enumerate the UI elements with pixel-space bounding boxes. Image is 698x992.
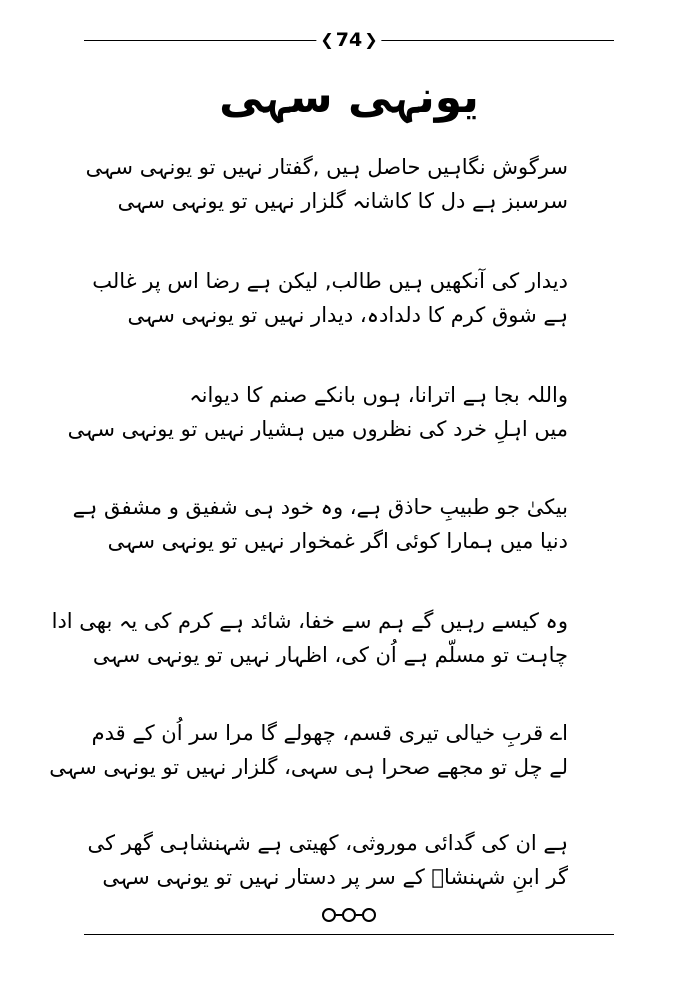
- verse-line: لے چل تو مجھے صحرا ہی سہی، گلزار نہیں تو یونہی سہی: [49, 755, 568, 779]
- stanza-5: [51, 604, 568, 684]
- verse-line: ہے شوق کرم کا دلدادہ، دیدار نہیں تو یونہی سہی: [127, 303, 568, 327]
- circle-icon: [322, 908, 336, 922]
- left-ornament-icon: ❮: [320, 30, 334, 49]
- stanza-7: [87, 826, 568, 906]
- end-ornament: [322, 908, 376, 922]
- circle-icon: [342, 908, 356, 922]
- footer-rule: [84, 934, 614, 935]
- verse-line: دنیا میں ہمارا کوئی اگر غمخوار نہیں تو یونہی سہی: [107, 529, 568, 553]
- page-number-text: 74: [335, 29, 363, 51]
- verse-line: ہے ان کی گدائی موروثی، کھیتی ہے شہنشاہی گھر کی: [87, 831, 568, 855]
- stanza-2: [92, 264, 568, 344]
- verse-line: دیدار کی آنکھیں ہیں طالب, لیکن ہے رضا اس پر غالب: [92, 269, 568, 293]
- stanza-4: [72, 490, 568, 570]
- stanza-6: [49, 716, 568, 796]
- verse-line: اے قربِ خیالی تیری قسم، چھولے گا مرا سر اُن کے قدم: [91, 721, 568, 745]
- page-number: [316, 26, 381, 54]
- page-header: [84, 18, 614, 58]
- verse-line: واللہ بجا ہے اترانا، ہوں بانکے صنم کا دیوانہ: [189, 383, 568, 407]
- verse-line: گر ابنِ شہنشاؔ کے سر پر دستار نہیں تو یونہی سہی: [102, 865, 568, 889]
- right-ornament-icon: ❯: [364, 30, 378, 49]
- stanza-3: [67, 378, 568, 458]
- verse-line: وہ کیسے رہیں گے ہم سے خفا، شائد ہے کرم کی یہ بھی ادا: [51, 609, 568, 633]
- verse-line: بیکیٰ جو طبیبِ حاذق ہے، وہ خود ہی شفیق و مشفق ہے: [72, 495, 568, 519]
- stanza-1: [85, 150, 568, 230]
- verse-line: سرگوش نگاہیں حاصل ہیں ,گفتار نہیں تو یونہی سہی: [85, 155, 568, 179]
- circle-icon: [362, 908, 376, 922]
- verse-line: میں اہلِ خرد کی نظروں میں ہشیار نہیں تو یونہی سہی: [67, 417, 568, 441]
- poem-title: یونہی سہی: [219, 72, 479, 123]
- verse-line: چاہت تو مسلّم ہے اُن کی، اظہار نہیں تو یونہی سہی: [92, 643, 568, 667]
- verse-line: سرسبز ہے دل کا کاشانہ گلزار نہیں تو یونہی سہی: [117, 189, 568, 213]
